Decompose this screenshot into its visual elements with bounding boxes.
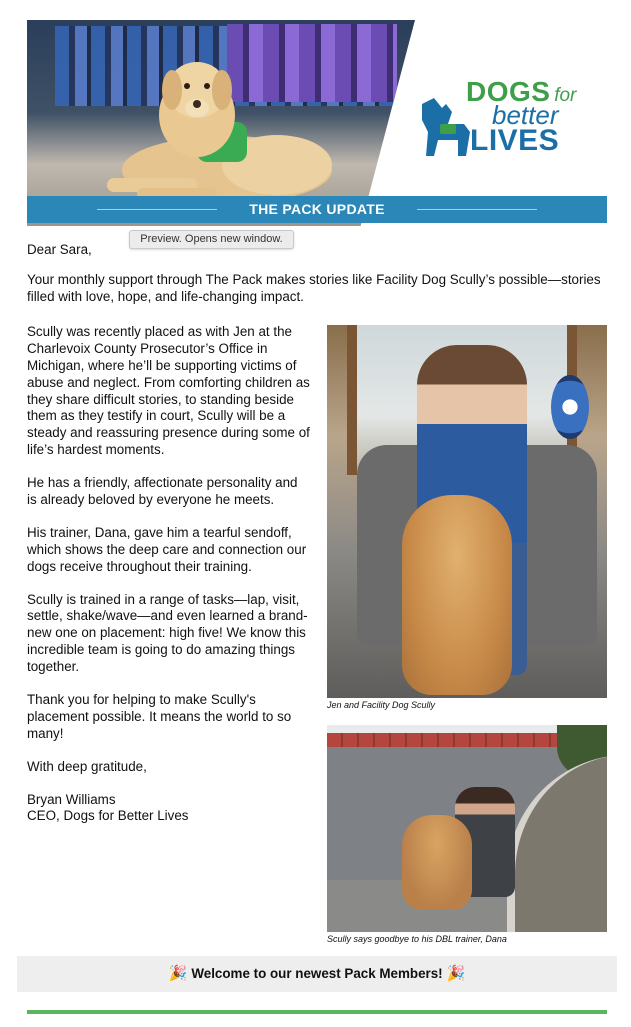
photo-jen-and-scully[interactable] <box>327 325 607 698</box>
banner-divider-right <box>417 209 537 210</box>
header-hero[interactable] <box>27 20 607 226</box>
dog-silhouette-icon <box>412 94 472 160</box>
party-popper-icon: 🎉 <box>168 964 188 982</box>
stained-glass-emblem <box>551 375 589 439</box>
party-popper-icon: 🎉 <box>446 964 466 982</box>
photo-caption-2: Scully says goodbye to his DBL trainer, Dana <box>327 934 507 944</box>
logo-for: for <box>554 85 577 106</box>
yellow-lab-image <box>77 60 337 210</box>
banner-divider-left <box>97 209 217 210</box>
greeting: Dear Sara, <box>27 242 92 257</box>
photo-scully-goodbye[interactable] <box>327 725 607 932</box>
signer-name: Bryan Williams <box>27 791 116 807</box>
pack-update-banner <box>27 196 607 223</box>
letter-body <box>27 324 310 841</box>
signer-title: CEO, Dogs for Better Lives <box>27 808 189 824</box>
intro-paragraph: Your monthly support through The Pack makes stories like Facility Dog Scully’s possible—stories filled with love, hope, and life-changing impact. <box>27 272 601 304</box>
photo-caption-1: Jen and Facility Dog Scully <box>327 700 436 710</box>
body-paragraph-4: Scully is trained in a range of tasks—lap, visit, settle, shake/wave—and even learned a brand-new one on placement: high five! We know this incredible team is going to do amazing things together. <box>27 591 308 675</box>
body-paragraph-2: He has a friendly, affectionate personality and is already beloved by everyone he meets. <box>27 475 298 508</box>
closing-line: With deep gratitude, <box>27 758 147 774</box>
body-paragraph-3: His trainer, Dana, gave him a tearful sendoff, which shows the deep care and connection our dogs receive throughout their training. <box>27 524 307 574</box>
body-paragraph-5: Thank you for helping to make Scully's placement possible. It means the world to so many! <box>27 692 292 741</box>
signature-block <box>27 792 310 826</box>
welcome-banner <box>17 956 617 992</box>
photo-dog-scully-2 <box>402 815 472 910</box>
preview-tooltip: Preview. Opens new window. <box>129 230 294 249</box>
photo-dog-scully <box>402 495 512 695</box>
welcome-text: Welcome to our newest Pack Members! <box>191 965 443 981</box>
logo-dogs: DOGS <box>466 76 551 107</box>
photo-curb <box>507 755 607 932</box>
dbl-logo <box>412 78 592 178</box>
body-paragraph-1: Scully was recently placed as with Jen at the Charlevoix County Prosecutor’s Office in Michigan, where he’ll be supporting victims of abuse and neglect. From comforting children as they share difficult stories, to standing beside them as they testify in court, Scully will be a steady and reassuring presence during some of life’s hardest moments. <box>27 324 310 458</box>
logo-lives: LIVES <box>470 124 560 157</box>
logo-better: better <box>492 100 559 130</box>
section-divider <box>27 1010 607 1014</box>
banner-title: THE PACK UPDATE <box>249 200 385 217</box>
